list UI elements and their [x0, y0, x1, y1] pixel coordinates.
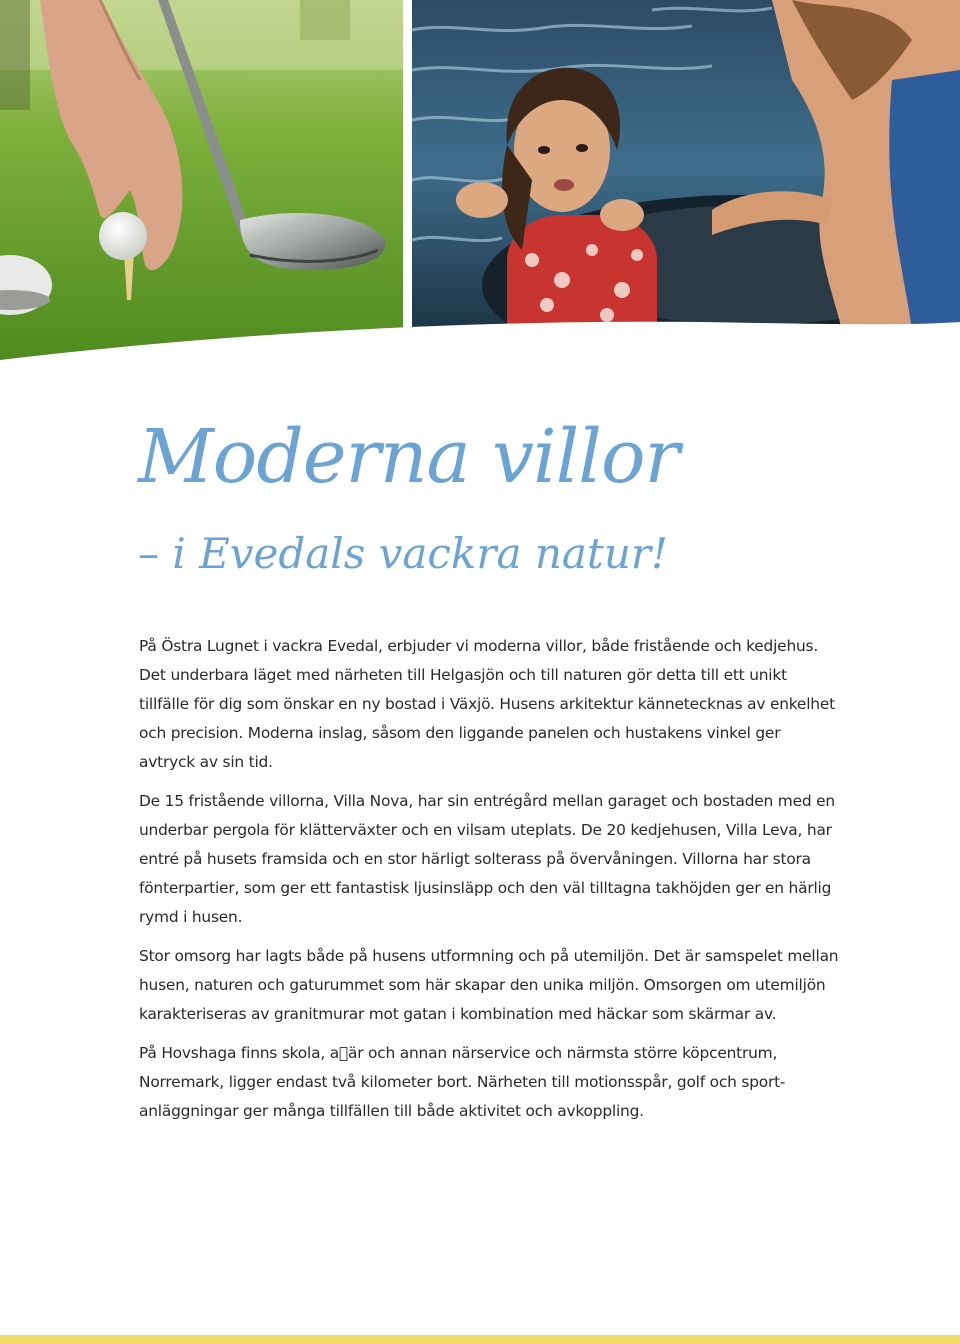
paragraph-environment: Stor omsorg har lagts både på husens utformning och på utemiljön. Det är samspelet mellan husen, naturen och gaturummet som här skapar den unika miljön. Omsorgen om utemiljön karakteriseras av granitmurar mot gatan i kombination med häckar som skärmar av.: [139, 947, 839, 1023]
paragraph-services: På Hovshaga finns skola, a är och annan närservice och närmsta större köpcentrum, Norremark, ligger endast två kilometer bort. Närheten till motionsspår, golf och sport-anläggningar ger många tillfällen till både aktivitet och avkoppling.: [139, 1044, 786, 1120]
page-subtitle: – i Evedals vackra natur!: [138, 529, 668, 578]
photo-bottom-curve: [0, 300, 960, 390]
bottom-accent-bar: [0, 1335, 960, 1344]
swimming-girls-photo: [412, 0, 960, 330]
paragraph-villas: De 15 fristående villorna, Villa Nova, har sin entrégård mellan garaget och bostaden med en underbar pergola för klätterväxter och en vilsam uteplats. De 20 kedjehusen, Villa Leva, har entré på husets framsida och en stor härligt solterass på övervåningen. Villorna har stora fönterpartier, som ger ett fantastisk ljusinsläpp och den väl tilltagna takhöjden ger en härlig rymd i husen.: [139, 792, 835, 926]
body-text: [139, 632, 839, 1136]
page-title: Moderna villor: [138, 414, 679, 500]
paragraph-intro: På Östra Lugnet i vackra Evedal, erbjuder vi moderna villor, både fristående och kedjehus. Det underbara läget med närheten till Helgasjön och till naturen gör detta till ett unikt tillfälle för dig som önskar en ny bostad i Växjö. Husens arkitektur kännetecknas av enkelhet och precision. Moderna inslag, såsom den liggande panelen och hustakens vinkel ger avtryck av sin tid.: [139, 637, 835, 771]
